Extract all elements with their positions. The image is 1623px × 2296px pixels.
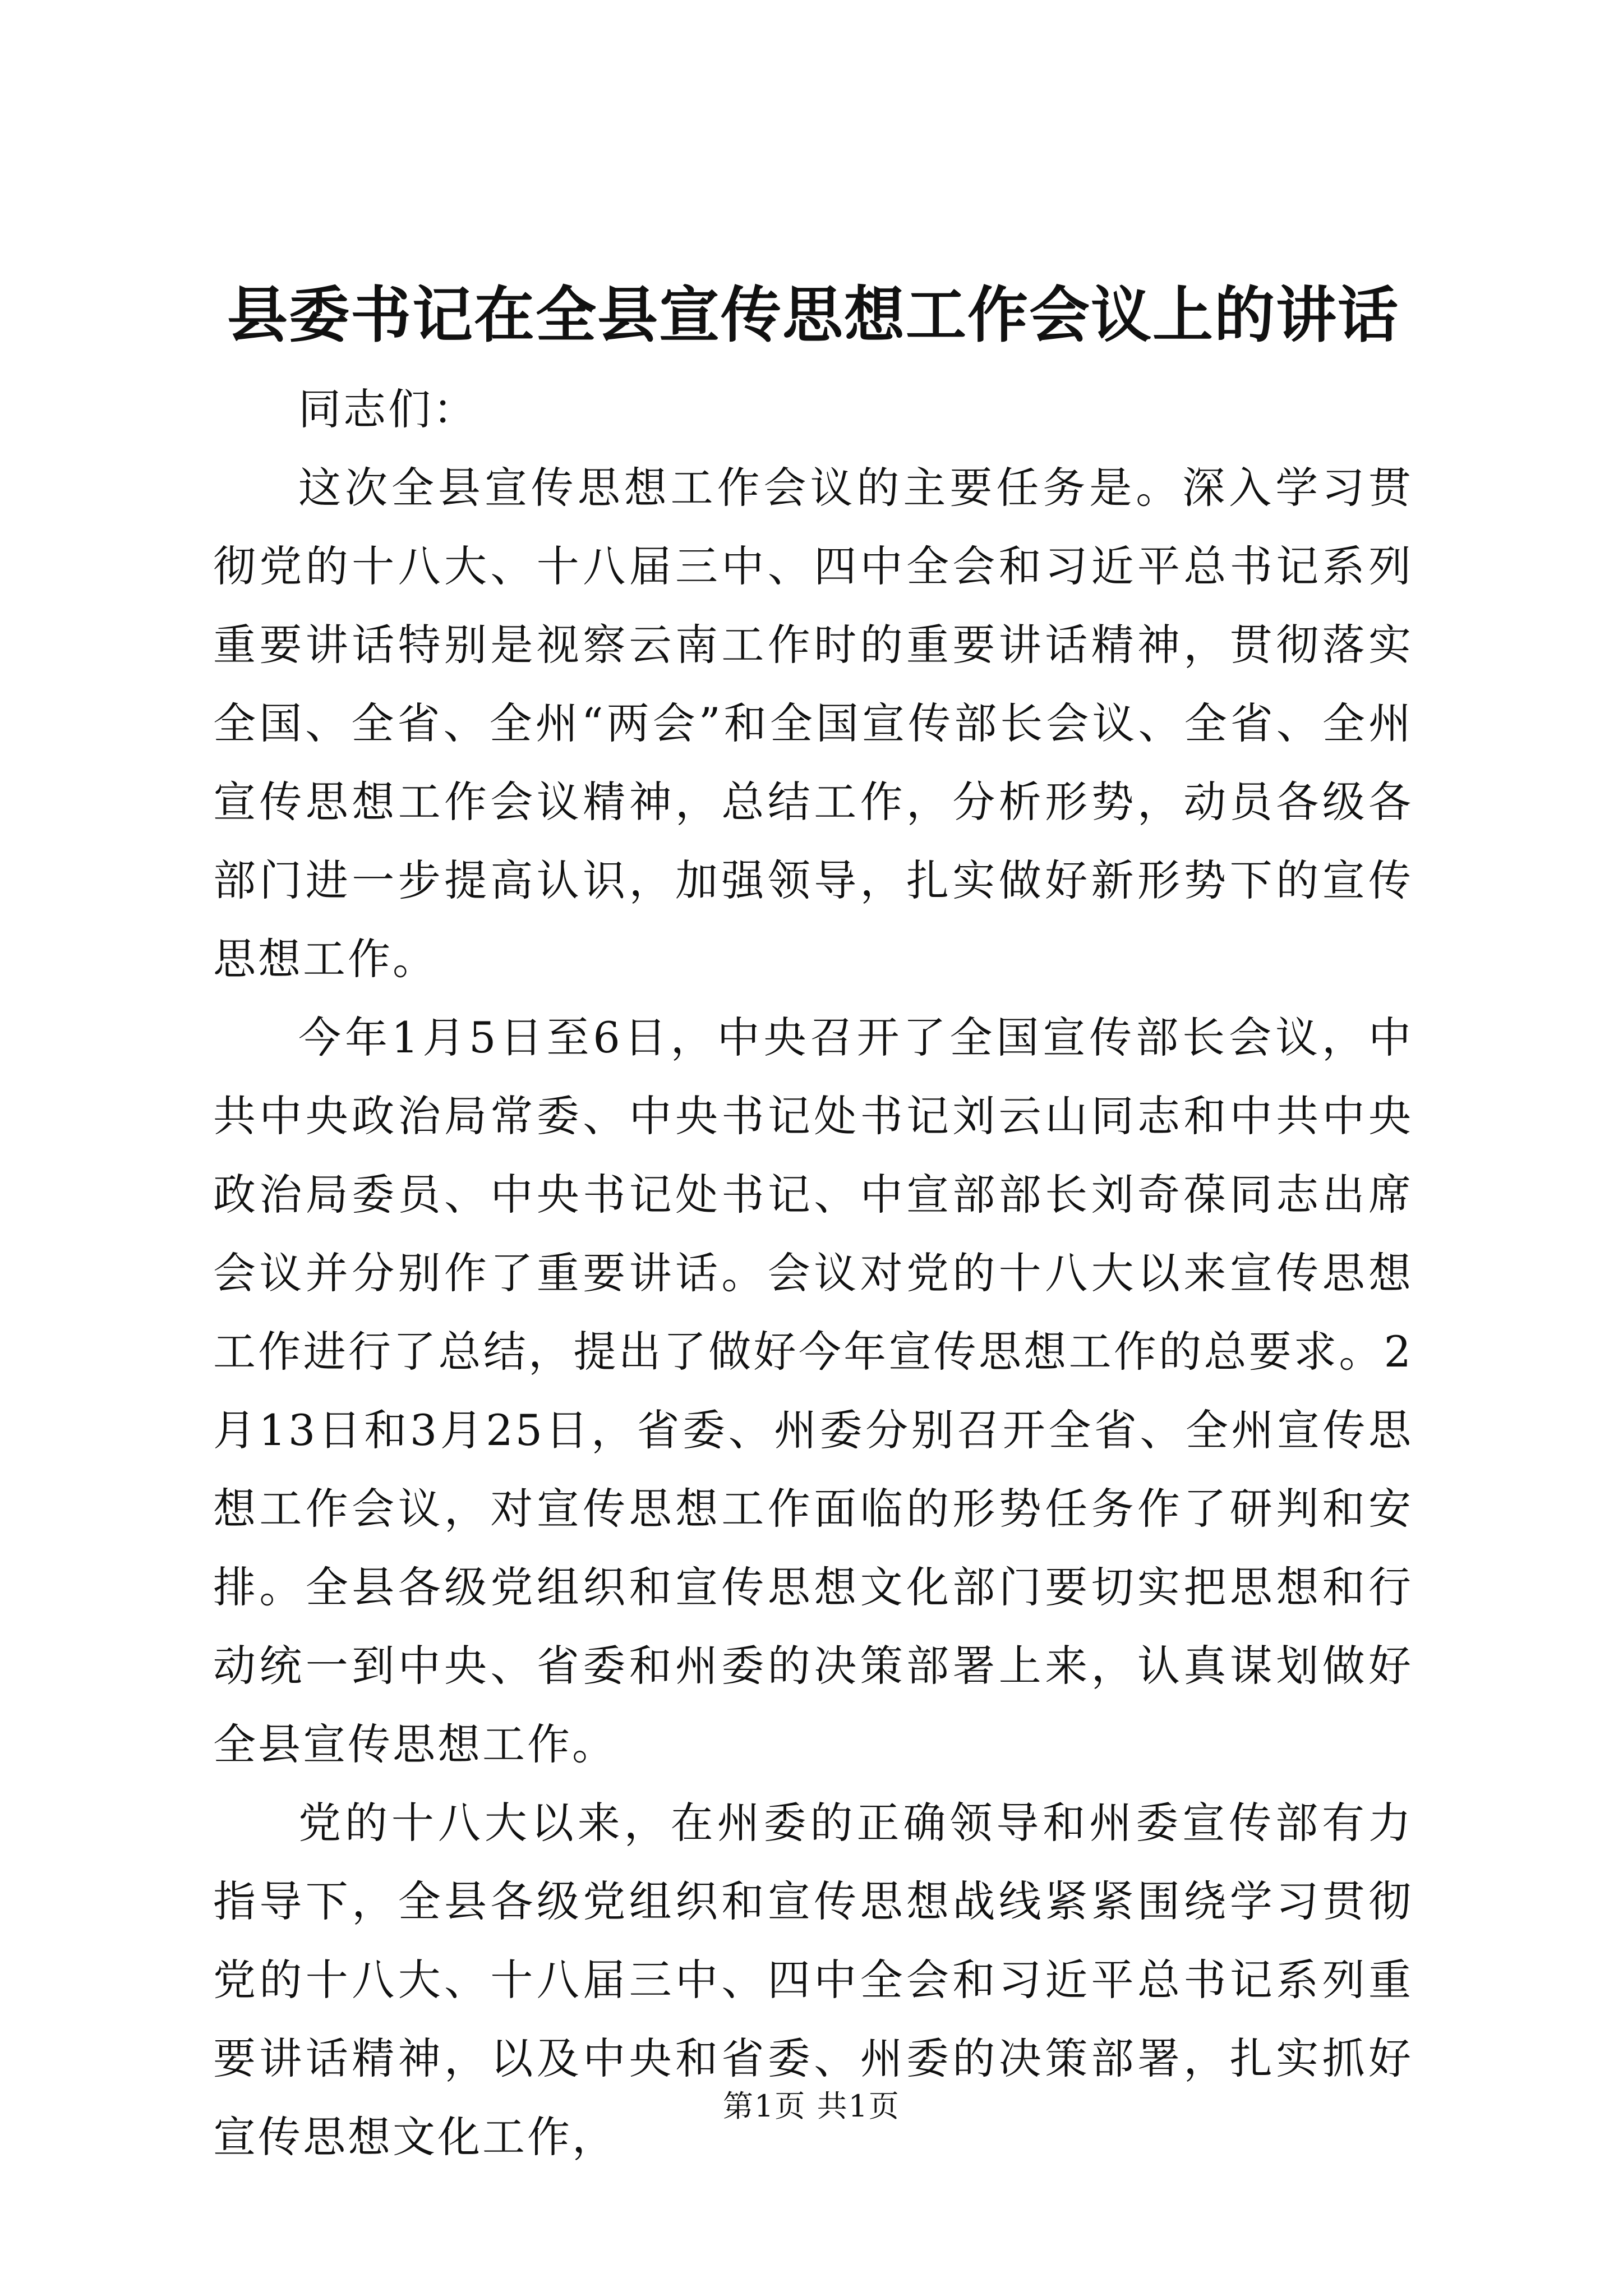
body-paragraph-1: 这次全县宣传思想工作会议的主要任务是。深入学习贯彻党的十八大、十八届三中、四中全会和习近平总书记系列重要讲话特别是视察云南工作时的重要讲话精神，贯彻落实全国、全省、全州“两会”和全国宣传部长会议、全省、全州宣传思想工作会议精神，总结工作，分析形势，动员各级各部门进一步提高认识，加强领导，扎实做好新形势下的宣传思想工作。 (213, 463, 1413, 984)
body-paragraph-3: 党的十八大以来，在州委的正确领导和州委宣传部有力指导下，全县各级党组织和宣传思想战线紧紧围绕学习贯彻党的十八大、十八届三中、四中全会和习近平总书记系列重要讲话精神，以及中央和省委、州委的决策部署，扎实抓好宣传思想文化工作， (213, 1798, 1413, 2162)
body-paragraph-2: 今年1月5日至6日，中央召开了全国宣传部长会议，中共中央政治局常委、中央书记处书记刘云山同志和中共中央政治局委员、中央书记处书记、中宣部部长刘奇葆同志出席会议并分别作了重要讲话。会议对党的十八大以来宣传思想工作进行了总结，提出了做好今年宣传思想工作的总要求。2月13日和3月25日，省委、州委分别召开全省、全州宣传思想工作会议，对宣传思想工作面临的形势任务作了研判和安排。全县各级党组织和宣传思想文化部门要切实把思想和行动统一到中央、省委和州委的决策部署上来，认真谋划做好全县宣传思想工作。 (213, 1013, 1413, 1769)
salutation: 同志们： (298, 384, 478, 434)
document-body (213, 370, 1413, 2177)
document-title: 县委书记在全县宣传思想工作会议上的讲话 (227, 280, 1399, 351)
page-number-footer: 第1页 共1页 (723, 2088, 900, 2124)
